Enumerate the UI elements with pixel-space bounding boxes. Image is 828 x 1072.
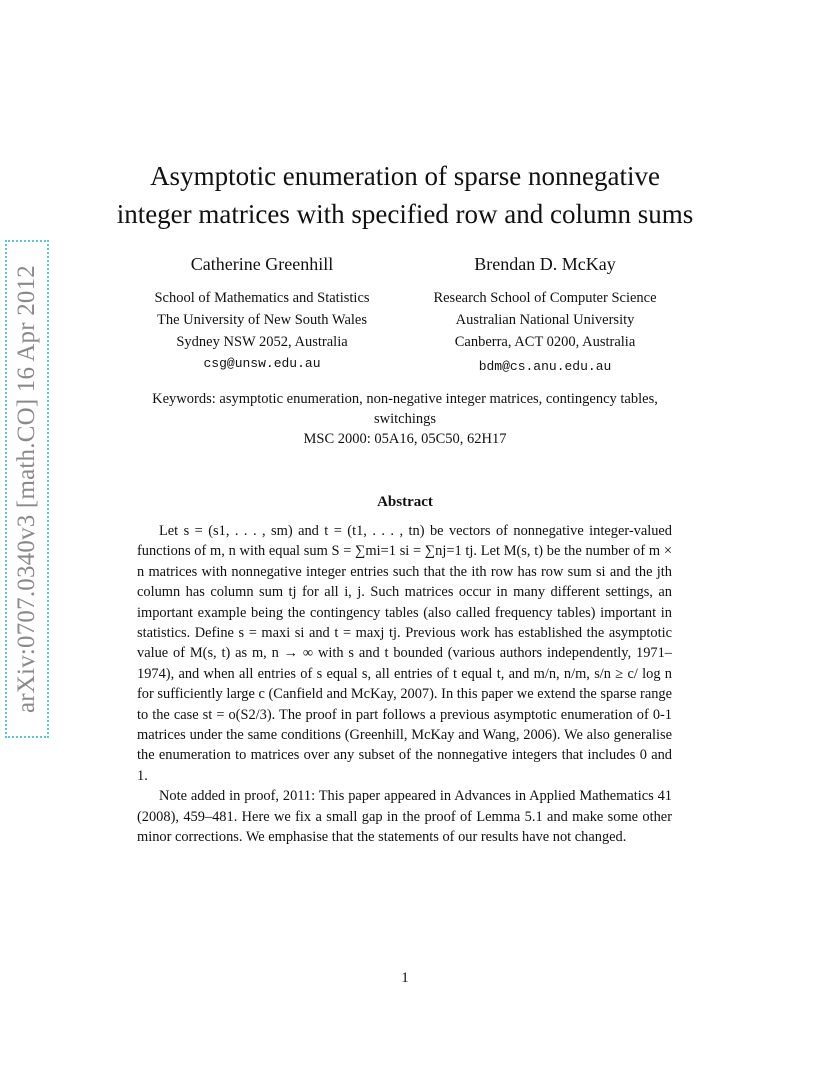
author-block-2: [405, 253, 685, 374]
title-line-1: Asymptotic enumeration of sparse nonnegative: [150, 161, 660, 191]
keywords-block: [110, 389, 700, 449]
arxiv-stamp: [5, 240, 51, 740]
page-number: 1: [401, 970, 409, 986]
affiliation-line: The University of New South Wales: [157, 312, 367, 328]
paper-title: [80, 157, 730, 233]
abstract-paragraph: Let s = (s1, . . . , sm) and t = (t1, . . . , tn) be vectors of nonnegative integer-valued functions of m, n with equal sum S = ∑mi=1 si = ∑nj=1 tj. Let M(s, t) be the number of m × n matrices with nonnegative integer entries such that the ith row has row sum si and the jth column has column sum tj for all i, j. Such matrices occur in many different settings, an important example being the contingency tables (also called frequency tables) important in statistics. Define s = maxi si and t = maxj tj. Previous work has established the asymptotic value of M(s, t) as m, n → ∞ with s and t bounded (various authors independently, 1971–1974), and when all entries of s equal s, all entries of t equal t, and m/n, n/m, s/n ≥ c/ log n for sufficiently large c (Canfield and McKay, 2007). In this paper we extend the sparse range to the case st = o(S2/3). The proof in part follows a previous asymptotic enumeration of 0-1 matrices under the same conditions (Greenhill, McKay and Wang, 2006). We also generalise the enumeration to matrices over any subset of the nonnegative integers that includes 0 and 1.: [137, 523, 672, 784]
affiliation-line: Sydney NSW 2052, Australia: [176, 334, 348, 350]
note-paragraph: Note added in proof, 2011: This paper appeared in Advances in Applied Mathematics 41 (2008), 459–481. Here we fix a small gap in the proof of Lemma 5.1 and make some other minor corrections. We emphasise that the statements of our results have not changed.: [137, 788, 672, 846]
abstract-body: [137, 521, 672, 848]
author-name: Catherine Greenhill: [190, 254, 334, 274]
affiliation-line: School of Mathematics and Statistics: [154, 290, 370, 306]
arxiv-stamp-text: arXiv:0707.0340v3 [math.CO] 16 Apr 2012: [13, 264, 40, 714]
msc-classification: MSC 2000: 05A16, 05C50, 62H17: [303, 431, 507, 447]
affiliation-line: Australian National University: [455, 312, 635, 328]
author-email: csg@unsw.edu.au: [203, 356, 321, 371]
title-line-2: integer matrices with specified row and column sums: [116, 199, 694, 229]
keywords-line-2: switchings: [373, 411, 437, 427]
author-name: Brendan D. McKay: [474, 254, 616, 274]
abstract-heading: Abstract: [377, 494, 433, 510]
affiliation-line: Research School of Computer Science: [433, 290, 657, 306]
keywords-line-1: Keywords: asymptotic enumeration, non-negative integer matrices, contingency tables,: [152, 391, 658, 407]
author-block-1: [122, 253, 402, 371]
author-email: bdm@cs.anu.edu.au: [478, 359, 612, 374]
affiliation-line: Canberra, ACT 0200, Australia: [454, 334, 636, 350]
